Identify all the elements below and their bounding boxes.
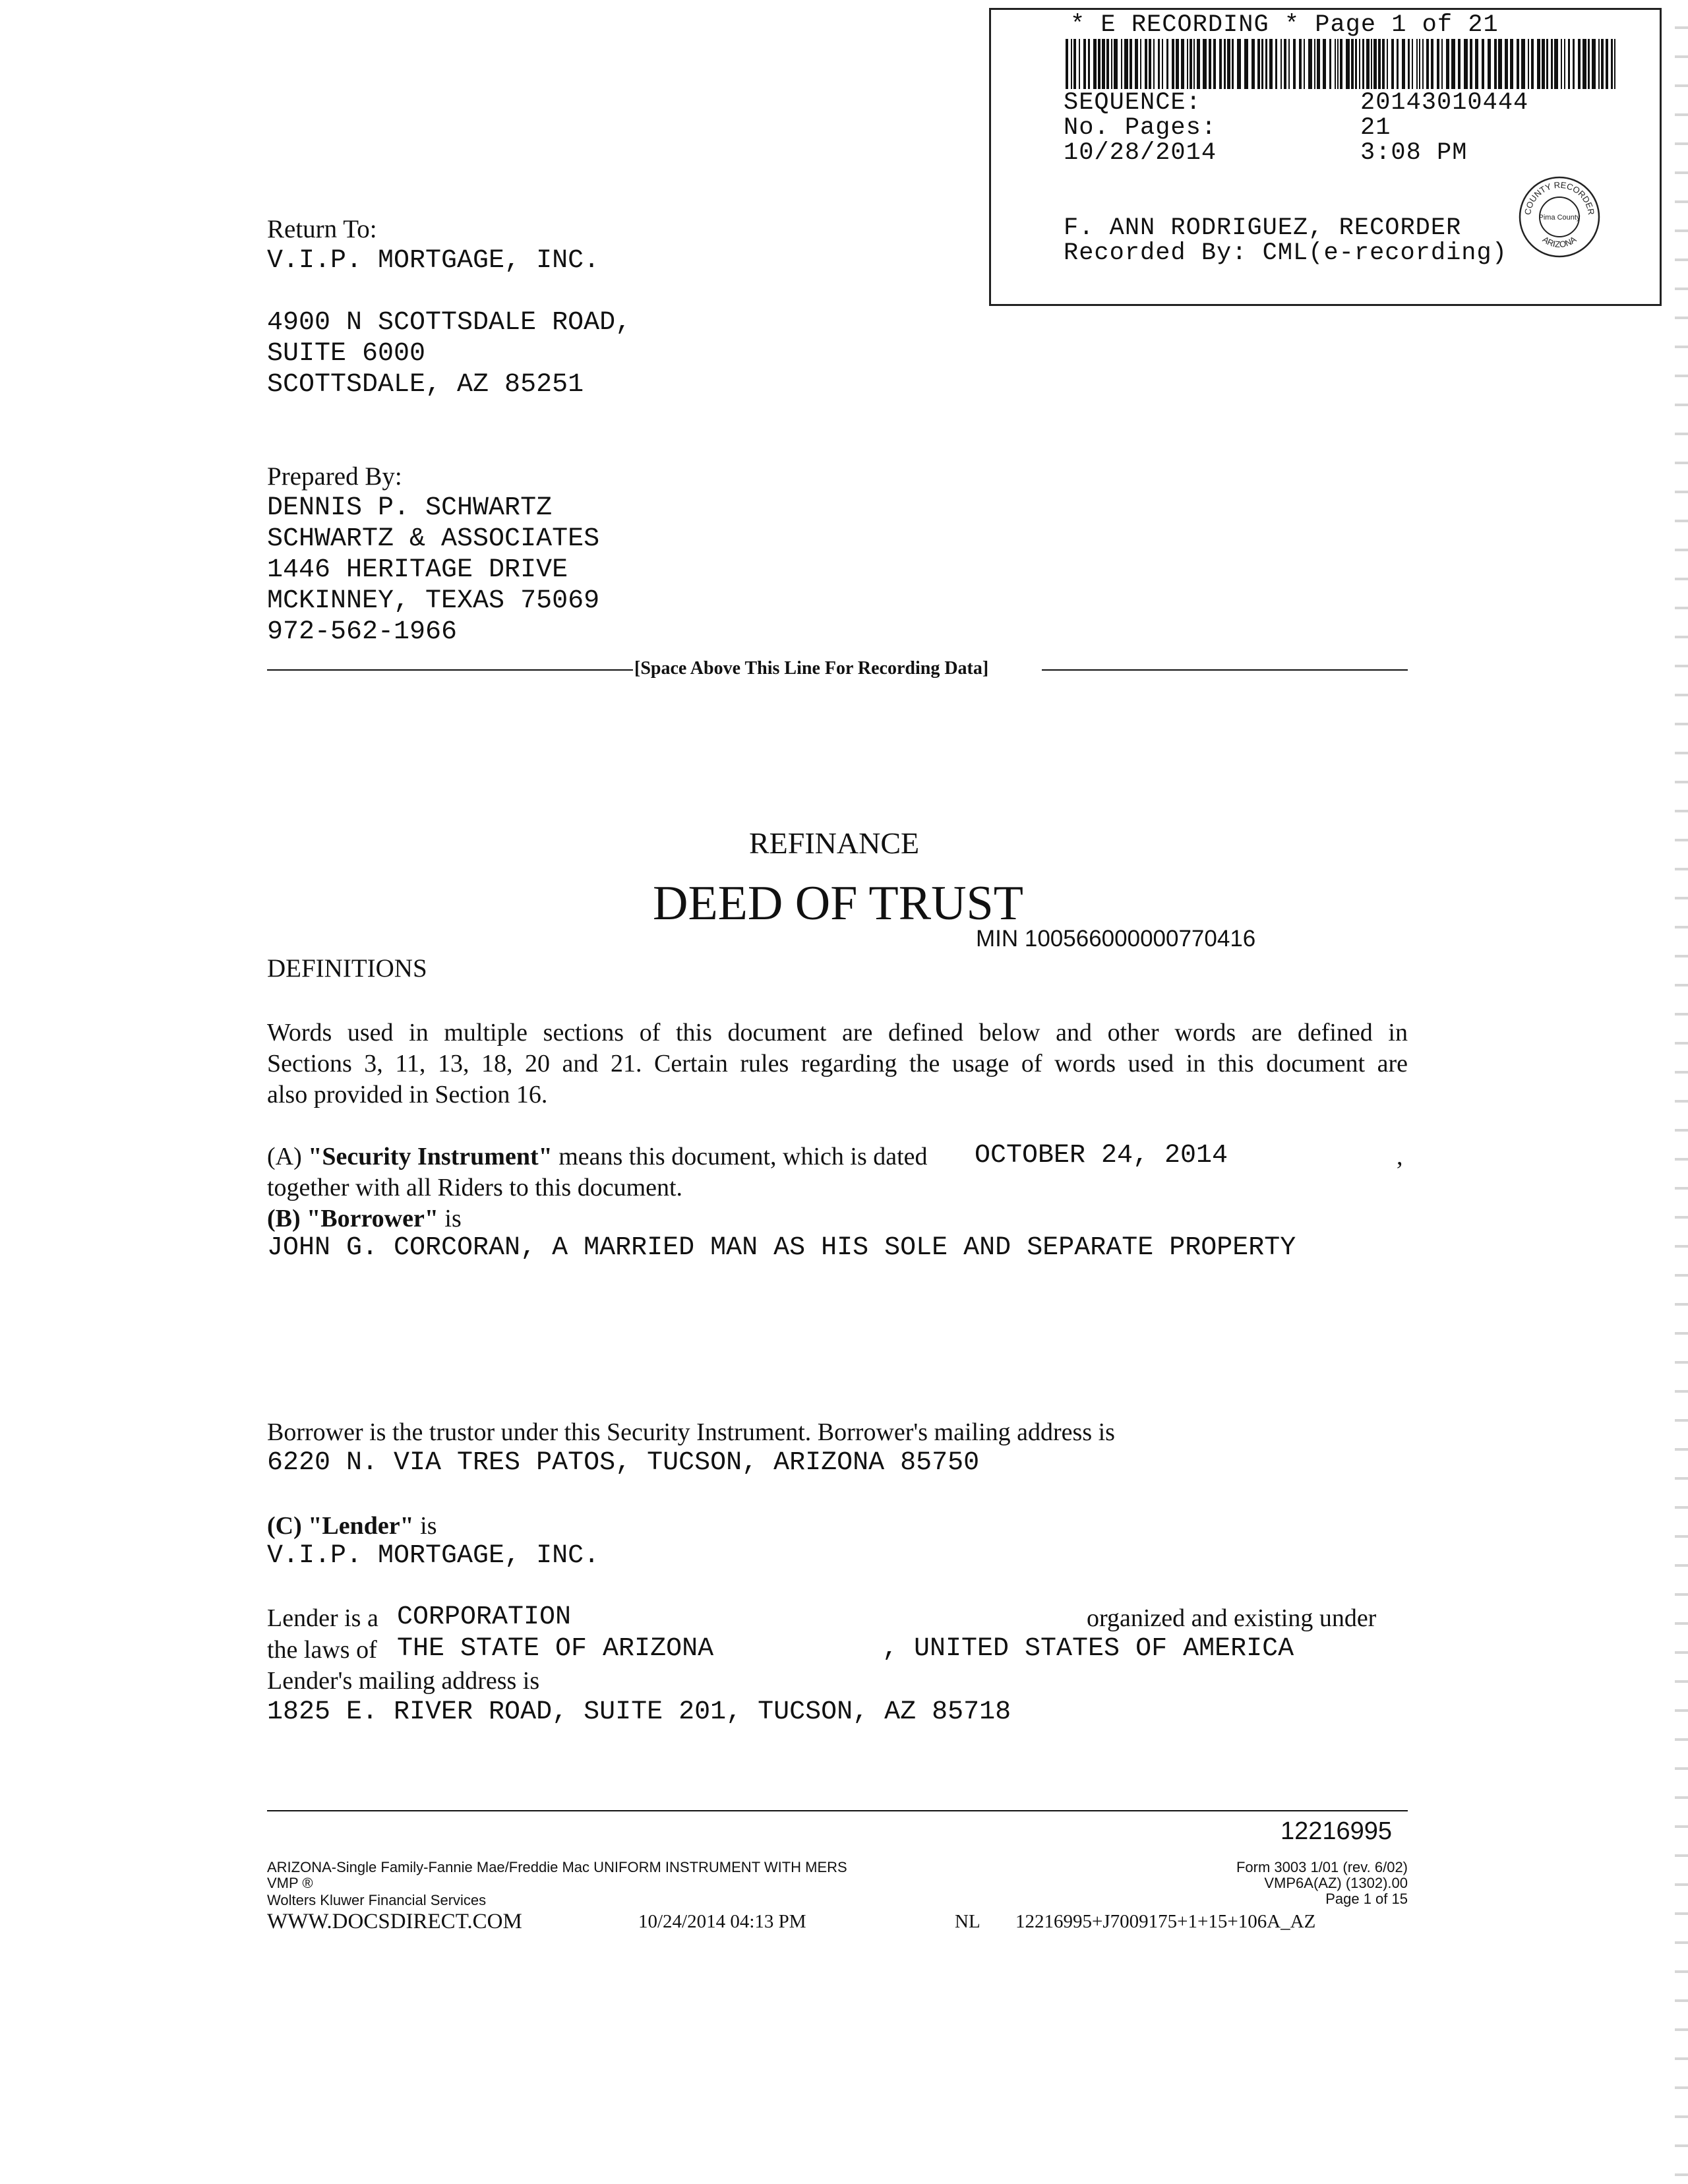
intro-line: also provided in Section 16. [267, 1081, 548, 1108]
borrower-name: JOHN G. CORCORAN, A MARRIED MAN AS HIS SOLE AND SEPARATE PROPERTY [267, 1233, 1296, 1263]
barcode [1066, 39, 1617, 89]
recorded-by: Recorded By: CML(e-recording) [1064, 239, 1507, 267]
borrower-address: 6220 N. VIA TRES PATOS, TUCSON, ARIZONA 85750 [267, 1448, 980, 1478]
document-code: 12216995+J7009175+1+15+106A_AZ [1015, 1911, 1316, 1932]
record-date: 10/28/2014 [1064, 139, 1217, 167]
website: WWW.DOCSDIRECT.COM [267, 1910, 522, 1933]
recording-rule-right [1042, 669, 1408, 671]
recorder-name: F. ANN RODRIGUEZ, RECORDER [1064, 214, 1462, 242]
sequence-value: 20143010444 [1360, 89, 1529, 117]
stamp-header: * E RECORDING * Page 1 of 21 [1070, 11, 1499, 39]
prepared-by-line: 1446 HERITAGE DRIVE [267, 555, 568, 585]
form-description: ARIZONA-Single Family-Fannie Mae/Freddie Mac UNIFORM INSTRUMENT WITH MERS [267, 1859, 847, 1875]
publisher-name: Wolters Kluwer Financial Services [267, 1892, 487, 1908]
return-to-label: Return To: [267, 215, 377, 243]
instrument-date: OCTOBER 24, 2014 [975, 1141, 1228, 1170]
print-timestamp: 10/24/2014 04:13 PM [638, 1911, 806, 1932]
definition-a: (A) "Security Instrument" means this document, which is dated [267, 1143, 928, 1170]
pages-value: 21 [1360, 114, 1391, 142]
svg-text:Pima County: Pima County [1538, 214, 1581, 222]
security-instrument-term: "Security Instrument" [308, 1143, 553, 1170]
prepared-by-label: Prepared By: [267, 462, 402, 491]
return-to-address-line: SUITE 6000 [267, 339, 426, 369]
svg-text:ARIZONA: ARIZONA [1540, 234, 1579, 250]
lender-state: THE STATE OF ARIZONA [397, 1634, 714, 1664]
sequence-label: SEQUENCE: [1064, 89, 1201, 117]
form-number: Form 3003 1/01 (rev. 6/02) [1236, 1859, 1408, 1875]
organized-text: organized and existing under [1087, 1604, 1377, 1632]
borrower-term: (B) "Borrower" [267, 1205, 438, 1232]
date-comma: , [1397, 1143, 1403, 1170]
vmp-mark: VMP ® [267, 1875, 313, 1891]
document-subtitle: REFINANCE [749, 826, 920, 860]
lender-country: , UNITED STATES OF AMERICA [882, 1634, 1294, 1664]
return-to-address-line: 4900 N SCOTTSDALE ROAD, [267, 308, 632, 338]
definition-b: (B) "Borrower" is [267, 1205, 462, 1232]
pages-label: No. Pages: [1064, 114, 1217, 142]
intro-line: Sections 3, 11, 13, 18, 20 and 21. Certain rules regarding the usage of words used in this document are [267, 1050, 1408, 1077]
scan-edge-marks [1675, 0, 1688, 2184]
county-recorder-seal [1517, 175, 1602, 259]
lender-mailing-text: Lender's mailing address is [267, 1667, 540, 1695]
recording-data-caption: [Space Above This Line For Recording Data] [634, 658, 989, 679]
lender-address: 1825 E. RIVER ROAD, SUITE 201, TUCSON, AZ 85718 [267, 1697, 1011, 1727]
record-time: 3:08 PM [1360, 139, 1468, 167]
definition-c: (C) "Lender" is [267, 1512, 437, 1540]
recording-rule-left [267, 669, 633, 671]
prepared-by-line: SCHWARTZ & ASSOCIATES [267, 524, 600, 554]
loan-number: 12216995 [1281, 1817, 1393, 1845]
return-to-name: V.I.P. MORTGAGE, INC. [267, 246, 600, 276]
prepared-by-line: DENNIS P. SCHWARTZ [267, 493, 553, 523]
lender-entity-type: CORPORATION [397, 1602, 572, 1632]
vmp-form-code: VMP6A(AZ) (1302).00 [1264, 1875, 1408, 1891]
definitions-heading: DEFINITIONS [267, 954, 427, 983]
document-title: DEED OF TRUST [653, 876, 1023, 930]
min-number: MIN 100566000000770416 [976, 926, 1256, 952]
prepared-by-line: 972-562-1966 [267, 617, 458, 647]
nl-code: NL [955, 1911, 980, 1932]
laws-of-text: the laws of [267, 1636, 377, 1664]
svg-text:COUNTY RECORDER: COUNTY RECORDER [1522, 179, 1597, 216]
borrower-trustor-text: Borrower is the trustor under this Security Instrument. Borrower's mailing address is [267, 1418, 1115, 1446]
prepared-by-line: MCKINNEY, TEXAS 75069 [267, 586, 600, 616]
intro-line: Words used in multiple sections of this document are defined below and other words are defined in [267, 1019, 1408, 1046]
footer-rule [267, 1810, 1408, 1811]
page-indicator: Page 1 of 15 [1325, 1891, 1408, 1907]
lender-term: (C) "Lender" [267, 1512, 414, 1540]
return-to-address-line: SCOTTSDALE, AZ 85251 [267, 370, 584, 400]
recording-stamp [989, 8, 1662, 306]
lender-name: V.I.P. MORTGAGE, INC. [267, 1541, 600, 1571]
definition-a-line2: together with all Riders to this document. [267, 1174, 683, 1201]
lender-is-a-text: Lender is a [267, 1604, 378, 1632]
